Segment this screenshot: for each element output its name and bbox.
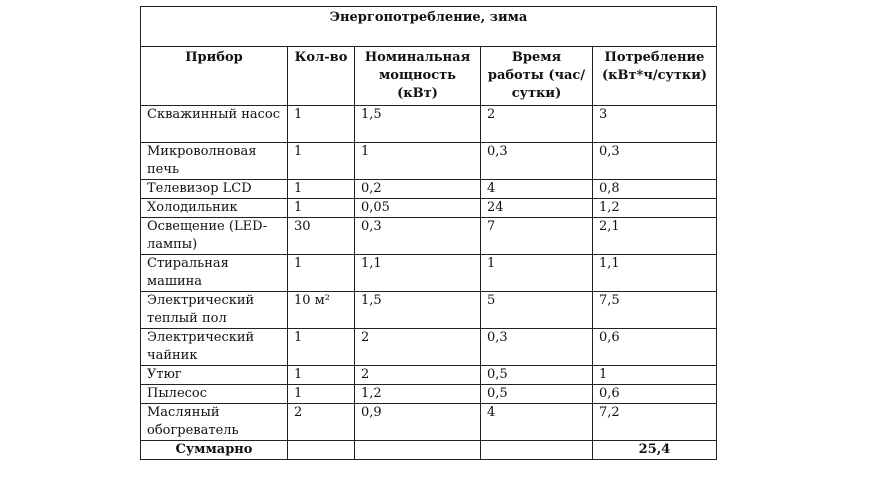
cell-hours: 2 (481, 106, 593, 143)
cell-device: Телевизор LCD (141, 180, 288, 199)
table-row (141, 329, 717, 366)
cell-power: 0,3 (355, 218, 481, 255)
table-row (141, 255, 717, 292)
cell-consumption: 0,3 (593, 143, 717, 180)
total-value: 25,4 (593, 441, 717, 460)
total-row (141, 441, 717, 460)
total-label: Суммарно (141, 441, 288, 460)
table-title: Энергопотребление, зима (141, 7, 717, 47)
cell-power: 1,1 (355, 255, 481, 292)
cell-power: 1,2 (355, 385, 481, 404)
cell-hours: 4 (481, 404, 593, 441)
cell-quantity: 1 (288, 255, 355, 292)
cell-quantity: 1 (288, 385, 355, 404)
header-consumption: Потребление (кВт*ч/сутки) (593, 47, 717, 106)
table-body (141, 106, 717, 441)
table-row (141, 143, 717, 180)
cell-power: 0,2 (355, 180, 481, 199)
cell-quantity: 1 (288, 329, 355, 366)
cell-power: 0,05 (355, 199, 481, 218)
table-cell (481, 441, 593, 460)
table-row (141, 292, 717, 329)
energy-consumption-table (140, 6, 717, 460)
header-device: Прибор (141, 47, 288, 106)
cell-power: 2 (355, 329, 481, 366)
cell-device: Утюг (141, 366, 288, 385)
cell-power: 2 (355, 366, 481, 385)
table-row (141, 199, 717, 218)
cell-hours: 4 (481, 180, 593, 199)
cell-power: 0,9 (355, 404, 481, 441)
table-cell (355, 441, 481, 460)
cell-consumption: 0,6 (593, 329, 717, 366)
cell-hours: 0,3 (481, 143, 593, 180)
table-row (141, 404, 717, 441)
table-row (141, 385, 717, 404)
cell-quantity: 1 (288, 180, 355, 199)
table-row (141, 366, 717, 385)
cell-consumption: 1,1 (593, 255, 717, 292)
header-hours: Время работы (час/сутки) (481, 47, 593, 106)
table-cell (288, 441, 355, 460)
header-power: Номинальная мощность (кВт) (355, 47, 481, 106)
cell-consumption: 1,2 (593, 199, 717, 218)
table-row (141, 180, 717, 199)
cell-hours: 7 (481, 218, 593, 255)
cell-hours: 0,5 (481, 385, 593, 404)
cell-device: Освещение (LED-лампы) (141, 218, 288, 255)
cell-device: Микроволновая печь (141, 143, 288, 180)
cell-power: 1,5 (355, 106, 481, 143)
cell-power: 1 (355, 143, 481, 180)
cell-consumption: 0,8 (593, 180, 717, 199)
table-header-row (141, 47, 717, 106)
cell-device: Масляный обогреватель (141, 404, 288, 441)
cell-device: Стиральная машина (141, 255, 288, 292)
cell-device: Электрический теплый пол (141, 292, 288, 329)
cell-device: Электрический чайник (141, 329, 288, 366)
cell-consumption: 0,6 (593, 385, 717, 404)
cell-quantity: 1 (288, 106, 355, 143)
cell-hours: 0,3 (481, 329, 593, 366)
cell-device: Пылесос (141, 385, 288, 404)
cell-consumption: 7,5 (593, 292, 717, 329)
cell-consumption: 3 (593, 106, 717, 143)
cell-device: Холодильник (141, 199, 288, 218)
cell-consumption: 7,2 (593, 404, 717, 441)
cell-quantity: 2 (288, 404, 355, 441)
table-title-row (141, 7, 717, 47)
table-row (141, 106, 717, 143)
cell-quantity: 1 (288, 366, 355, 385)
cell-hours: 1 (481, 255, 593, 292)
table-row (141, 218, 717, 255)
cell-hours: 24 (481, 199, 593, 218)
cell-hours: 5 (481, 292, 593, 329)
cell-power: 1,5 (355, 292, 481, 329)
cell-quantity: 10 м² (288, 292, 355, 329)
cell-quantity: 1 (288, 199, 355, 218)
header-quantity: Кол-во (288, 47, 355, 106)
cell-quantity: 30 (288, 218, 355, 255)
cell-device: Скважинный насос (141, 106, 288, 143)
cell-quantity: 1 (288, 143, 355, 180)
cell-hours: 0,5 (481, 366, 593, 385)
cell-consumption: 2,1 (593, 218, 717, 255)
cell-consumption: 1 (593, 366, 717, 385)
